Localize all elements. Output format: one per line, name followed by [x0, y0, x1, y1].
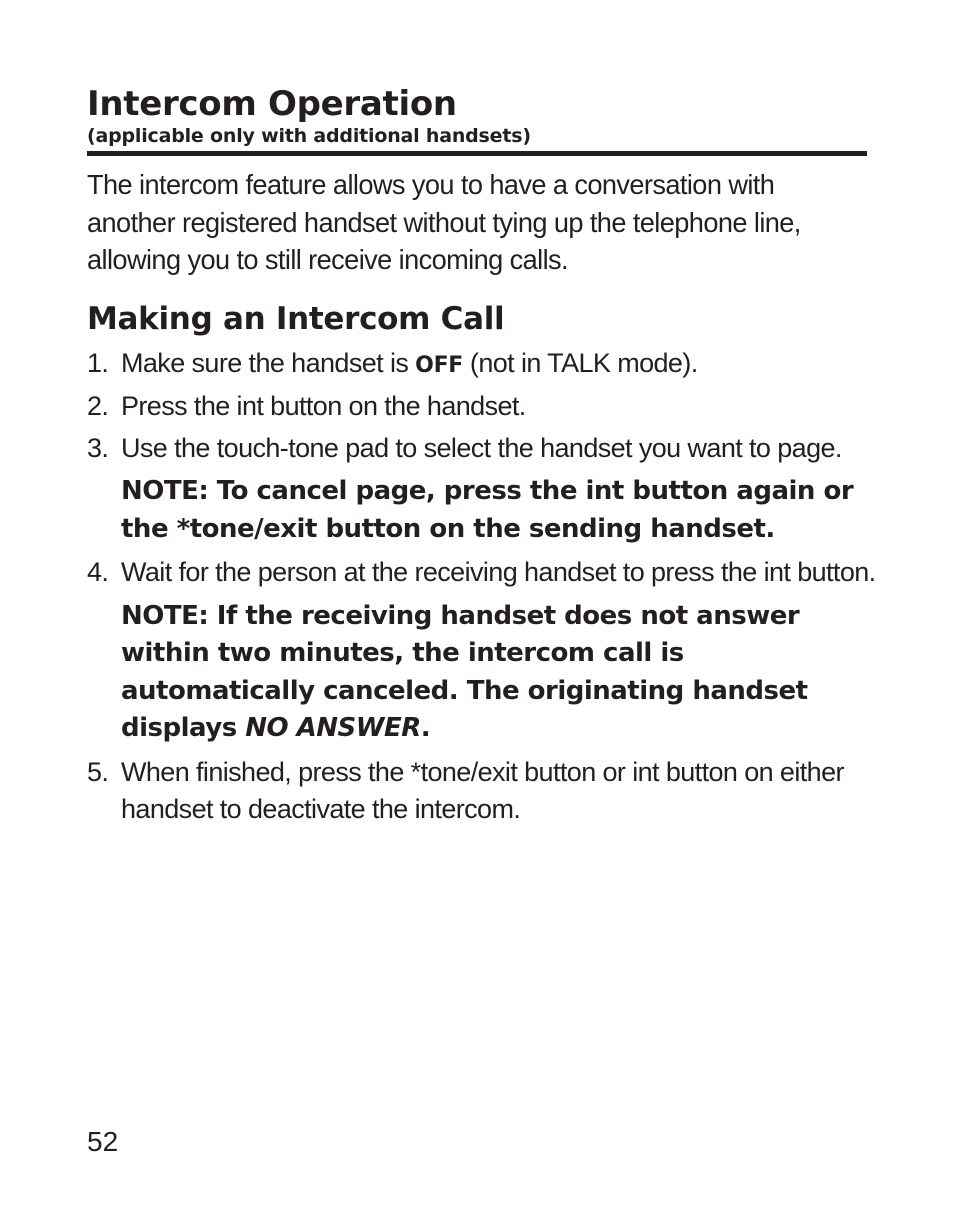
- step-number: 2.: [87, 391, 109, 421]
- note-emphasis: NO ANSWER: [245, 713, 421, 743]
- step-3: [87, 430, 881, 549]
- step-4: [87, 554, 881, 748]
- note-text-part: .: [420, 713, 431, 743]
- step-number: 3.: [87, 432, 109, 463]
- step-5: [87, 754, 881, 829]
- step-text: Press the int button on the handset.: [121, 391, 526, 421]
- step-number: 1.: [87, 347, 109, 378]
- steps-list: [87, 345, 876, 829]
- intro-paragraph: The intercom feature allows you to have a conversation with another registered handset without tying up the telephone line, allowing you to still receive incoming calls.: [87, 169, 801, 275]
- step-text-part: Make sure the handset is: [121, 347, 416, 378]
- step-text: Wait for the person at the receiving handset to press the int button.: [121, 557, 876, 587]
- manual-page: [87, 82, 876, 833]
- step-text-part: (not in TALK mode).: [463, 347, 698, 378]
- step-number: 5.: [87, 756, 109, 787]
- page-title: Intercom Operation: [87, 84, 457, 124]
- section-heading: Making an Intercom Call: [87, 300, 505, 337]
- note-text-part: NOTE: If the receiving handset does not answer within two minutes, the intercom call is automatically canceled. The originating handset displays: [121, 600, 808, 743]
- step-note: [121, 598, 881, 748]
- step-text: [121, 348, 698, 378]
- step-2: [87, 388, 881, 426]
- step-text: Use the touch-tone pad to select the handset you want to page.: [121, 432, 842, 463]
- step-text: When finished, press the *tone/exit button or int button on either handset to deactivate the intercom.: [121, 756, 844, 824]
- step-number: 4.: [87, 557, 109, 587]
- step-1: [87, 345, 881, 385]
- step-note: NOTE: To cancel page, press the int button again or the *tone/exit button on the sending handset.: [121, 476, 854, 544]
- page-subtitle: (applicable only with additional handsets): [87, 124, 867, 156]
- step-strong-text: OFF: [415, 352, 464, 378]
- page-number: 52: [87, 1126, 119, 1157]
